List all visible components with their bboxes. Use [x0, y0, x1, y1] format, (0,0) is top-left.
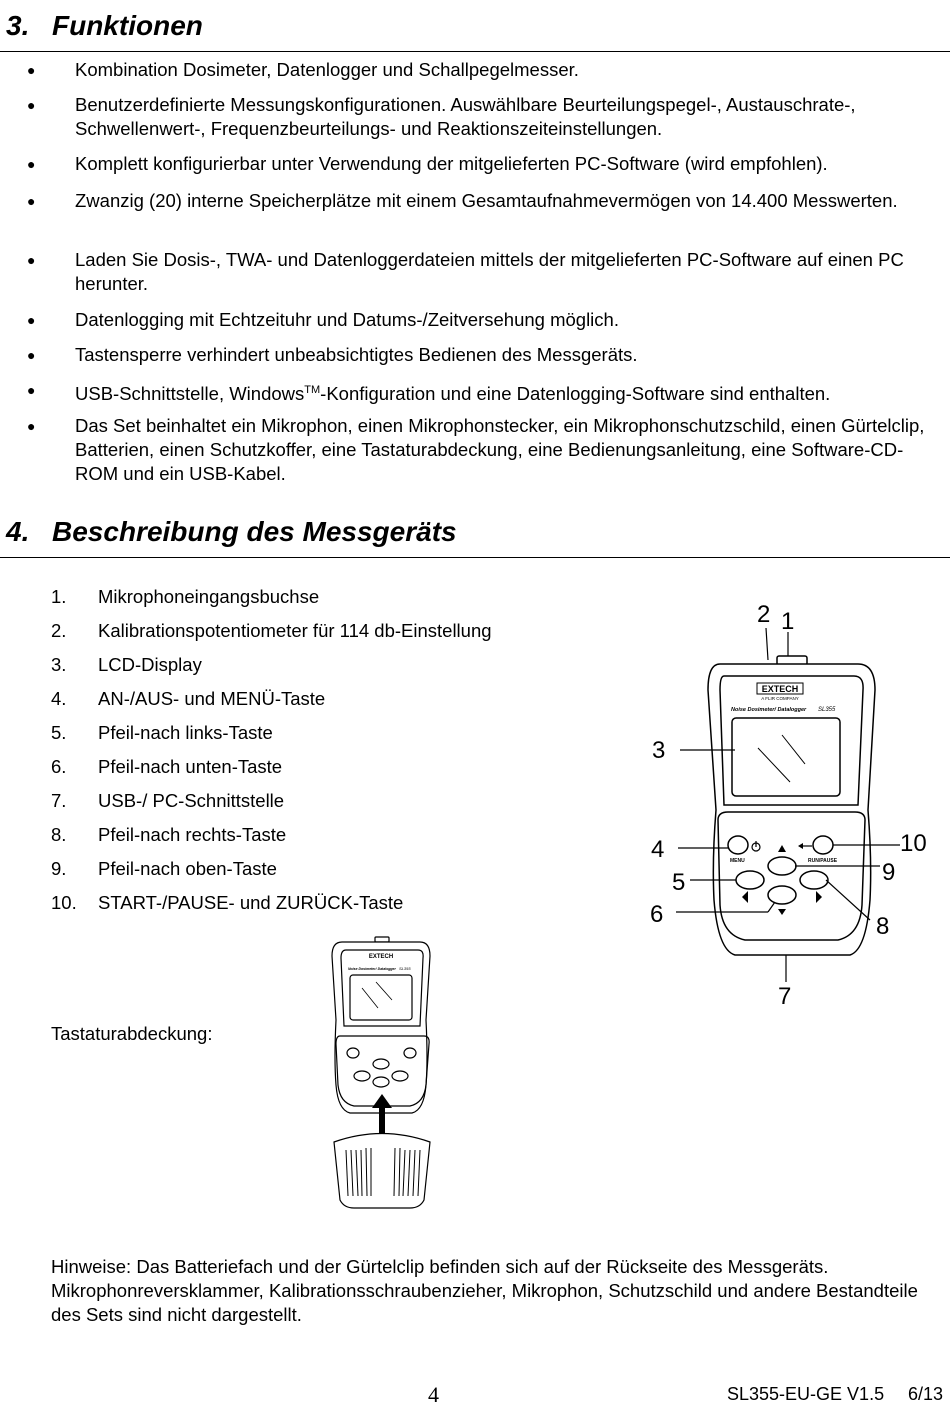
run-pause-label: RUN/PAUSE	[808, 858, 838, 864]
brand-subtext: A FLIR COMPANY	[761, 696, 799, 701]
keypad-cover-label: Tastaturabdeckung:	[51, 1023, 213, 1044]
callout-10: 10	[900, 830, 927, 857]
section-title: Beschreibung des Messgeräts	[52, 516, 457, 547]
list-item-text: Das Set beinhaltet ein Mikrophon, einen Mikrophonstecker, ein Mikrophonschutzschild, einen Gürtelclip, Batterien, einen Schutzkoffer, eine Tastaturabdeckung, eine Bedienungsanleitung, eine Software-CD-ROM und ein USB-Kabel.	[75, 415, 925, 484]
meter-diagram	[640, 595, 940, 1015]
callout-5: 5	[672, 869, 686, 896]
list-item-text: Benutzerdefinierte Messungskonfigurationen. Auswählbare Beurteilungspegel-, Austauschrate-, Schwellenwert-, Frequenzbeurteilungs- und Reaktionszeiteinstellungen.	[75, 94, 856, 139]
section-title: Funktionen	[52, 10, 203, 41]
callout-8: 8	[876, 913, 890, 940]
list-item-text: Kombination Dosimeter, Datenlogger und Schallpegelmesser.	[75, 59, 579, 80]
section-number: 3.	[6, 10, 30, 41]
bullet-icon: ●	[27, 347, 36, 363]
bullet-icon: ●	[27, 312, 36, 328]
model-text: SL355	[818, 707, 836, 713]
keypad-cover-diagram	[325, 935, 450, 1215]
bullet-icon: ●	[27, 252, 36, 268]
trademark-sup: TM	[304, 384, 321, 396]
list-item-text: Tastensperre verhindert unbeabsichtigtes Bedienen des Messgeräts.	[75, 344, 638, 365]
callout-7: 7	[778, 983, 792, 1010]
section-number: 4.	[6, 516, 30, 547]
notes-paragraph: Hinweise: Das Batteriefach und der Gürtelclip befinden sich auf der Rückseite des Messgeräts. Mikrophonreversklammer, Kalibrationsschraubenzieher, Mikrophon, Schutzschild und andere Bestandteile des Sets sind nicht dargestellt.	[51, 1256, 918, 1325]
bullet-icon: ●	[27, 193, 36, 209]
bullet-icon: ●	[27, 382, 36, 398]
list-item-text: USB-Schnittstelle, Windows™-Konfiguration und eine Datenlogging-Software sind enthalten.	[75, 383, 831, 405]
callout-4: 4	[651, 836, 665, 863]
model-text-small: SL355	[399, 966, 411, 971]
bullet-icon: ●	[27, 97, 36, 113]
page-of-total: 6/13	[908, 1384, 944, 1404]
section-4-heading	[0, 512, 950, 558]
bullet-icon: ●	[27, 62, 36, 78]
brand-text-small: EXTECH	[368, 954, 394, 960]
section-3-heading	[0, 6, 950, 52]
callout-1: 1	[781, 608, 795, 635]
list-item-text: Komplett konfigurierbar unter Verwendung der mitgelieferten PC-Software (wird empfohlen).	[75, 153, 828, 174]
menu-label: MENU	[730, 858, 745, 864]
list-item-text: Laden Sie Dosis-, TWA- und Datenloggerdateien mittels der mitgelieferten PC-Software auf einen PC herunter.	[75, 249, 904, 294]
callout-9: 9	[882, 859, 896, 886]
document-id: SL355-EU-GE V1.5	[727, 1384, 885, 1404]
brand-text: EXTECH	[761, 684, 799, 694]
list-item-text: Datenlogging mit Echtzeituhr und Datums-/Zeitversehung möglich.	[75, 309, 619, 330]
model-line-text: Noise Dosimeter/ Datalogger	[731, 707, 807, 713]
model-line-text-small: Noise Dosimeter/ Datalogger	[348, 967, 396, 971]
list-item-text: Zwanzig (20) interne Speicherplätze mit einem Gesamtaufnahmevermögen von 14.400 Messwerten.	[75, 190, 898, 211]
callout-2: 2	[757, 601, 771, 628]
bullet-icon: ●	[27, 418, 36, 434]
page-number: 4	[428, 1382, 439, 1407]
bullet-icon: ●	[27, 156, 36, 172]
callout-6: 6	[650, 901, 664, 928]
callout-3: 3	[652, 737, 666, 764]
